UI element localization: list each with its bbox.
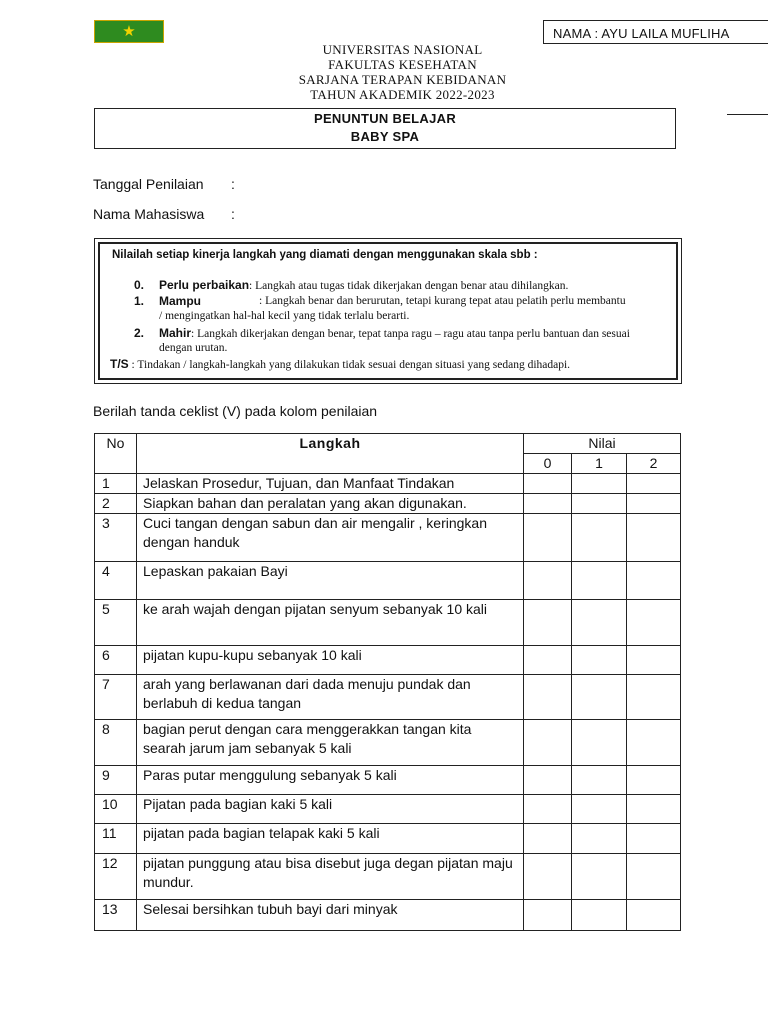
row-number: 11 <box>95 824 137 854</box>
scale-heading: Nilailah setiap kinerja langkah yang diamati dengan menggunakan skala sbb : <box>112 249 538 261</box>
score-cell-2[interactable] <box>627 766 681 795</box>
score-cell-1[interactable] <box>572 675 627 720</box>
student-name-label: Nama Mahasiswa <box>93 206 205 222</box>
row-number: 5 <box>95 600 137 646</box>
score-cell-1[interactable] <box>572 600 627 646</box>
row-step: ke arah wajah dengan pijatan senyum sebanyak 10 kali <box>137 600 524 646</box>
score-cell-0[interactable] <box>524 494 572 514</box>
score-cell-1[interactable] <box>572 494 627 514</box>
scale-item-number: 0. <box>134 278 145 292</box>
row-step: pijatan pada bagian telapak kaki 5 kali <box>137 824 524 854</box>
score-cell-0[interactable] <box>524 766 572 795</box>
score-cell-1[interactable] <box>572 824 627 854</box>
table-row <box>95 562 681 600</box>
academic-year: TAHUN AKADEMIK 2022-2023 <box>310 87 495 102</box>
instruction-text: Berilah tanda ceklist (V) pada kolom penilaian <box>93 403 378 419</box>
checklist-table <box>94 433 681 931</box>
table-row <box>95 795 681 824</box>
score-cell-2[interactable] <box>627 824 681 854</box>
scale-ts-desc: : Tindakan / langkah-langkah yang dilakukan tidak sesuai dengan situasi yang sedang dihadapi. <box>131 359 571 371</box>
row-step: Selesai bersihkan tubuh bayi dari minyak <box>137 900 524 931</box>
score-cell-2[interactable] <box>627 900 681 931</box>
header-langkah: Langkah <box>137 434 524 474</box>
header-score-1: 1 <box>572 454 627 474</box>
score-cell-0[interactable] <box>524 900 572 931</box>
scale-item-1 <box>134 294 664 323</box>
score-cell-1[interactable] <box>572 514 627 562</box>
score-cell-1[interactable] <box>572 854 627 900</box>
student-name-colon: : <box>231 206 235 222</box>
table-row <box>95 514 681 562</box>
score-cell-0[interactable] <box>524 795 572 824</box>
score-cell-0[interactable] <box>524 514 572 562</box>
student-name-box: NAMA : AYU LAILA MUFLIHA <box>543 20 768 44</box>
score-cell-2[interactable] <box>627 494 681 514</box>
score-cell-0[interactable] <box>524 646 572 675</box>
row-number: 12 <box>95 854 137 900</box>
score-cell-0[interactable] <box>524 720 572 766</box>
scale-item-number: 2. <box>134 326 145 340</box>
table-row <box>95 474 681 494</box>
scale-item-sep: : <box>191 328 195 340</box>
score-cell-2[interactable] <box>627 646 681 675</box>
score-cell-2[interactable] <box>627 474 681 494</box>
score-cell-2[interactable] <box>627 514 681 562</box>
scale-item-desc: Langkah dikerjakan dengan benar, tepat tanpa ragu – ragu atau tanpa perlu bantuan dan sesuai <box>197 328 630 340</box>
score-cell-1[interactable] <box>572 562 627 600</box>
row-step: Cuci tangan dengan sabun dan air mengalir , keringkan dengan handuk <box>137 514 524 562</box>
table-row <box>95 766 681 795</box>
score-cell-1[interactable] <box>572 766 627 795</box>
scale-ts-term: T/S <box>110 357 129 371</box>
scale-item-2 <box>134 326 664 355</box>
scale-item-term: Perlu perbaikan <box>159 278 250 292</box>
row-number: 10 <box>95 795 137 824</box>
document-header <box>200 42 605 102</box>
program-name: SARJANA TERAPAN KEBIDANAN <box>298 72 507 87</box>
score-cell-1[interactable] <box>572 646 627 675</box>
score-cell-2[interactable] <box>627 720 681 766</box>
header-score-0: 0 <box>524 454 572 474</box>
score-cell-2[interactable] <box>627 600 681 646</box>
row-number: 13 <box>95 900 137 931</box>
table-row <box>95 494 681 514</box>
header-score-2: 2 <box>627 454 681 474</box>
scale-item-desc-cont: / mengingatkan hal-hal kecil yang tidak terlalu berarti. <box>159 310 410 322</box>
table-row <box>95 600 681 646</box>
scale-item-desc: Langkah benar dan berurutan, tetapi kurang tepat atau pelatih perlu membantu <box>265 295 626 307</box>
title-line-1: PENUNTUN BELAJAR <box>313 111 457 126</box>
score-cell-1[interactable] <box>572 900 627 931</box>
row-step: arah yang berlawanan dari dada menuju pundak dan berlabuh di kedua tangan <box>137 675 524 720</box>
score-cell-1[interactable] <box>572 795 627 824</box>
faculty-name: FAKULTAS KESEHATAN <box>328 57 477 72</box>
row-step: Paras putar menggulung sebanyak 5 kali <box>137 766 524 795</box>
star-icon: ★ <box>122 22 136 40</box>
table-row <box>95 675 681 720</box>
scale-box <box>94 238 682 384</box>
score-cell-0[interactable] <box>524 474 572 494</box>
header-no: No <box>95 434 137 474</box>
title-line-2: BABY SPA <box>350 129 420 144</box>
table-row <box>95 854 681 900</box>
score-cell-2[interactable] <box>627 795 681 824</box>
row-step: pijatan punggung atau bisa disebut juga degan pijatan maju mundur. <box>137 854 524 900</box>
scale-item-number: 1. <box>134 294 145 308</box>
scale-item-0 <box>134 278 654 293</box>
score-cell-2[interactable] <box>627 854 681 900</box>
score-cell-0[interactable] <box>524 675 572 720</box>
header-nilai: Nilai <box>524 434 681 454</box>
assessment-date-colon: : <box>231 176 235 192</box>
student-name-field <box>93 206 235 222</box>
assessment-date-label: Tanggal Penilaian <box>93 176 204 192</box>
row-number: 4 <box>95 562 137 600</box>
assessment-date-field <box>93 176 235 192</box>
document-title-box <box>94 108 676 149</box>
scale-item-sep: : <box>259 295 263 307</box>
row-number: 7 <box>95 675 137 720</box>
row-number: 1 <box>95 474 137 494</box>
table-row <box>95 900 681 931</box>
scale-item-ts <box>110 357 670 372</box>
scale-item-term: Mampu <box>159 294 201 308</box>
score-cell-0[interactable] <box>524 562 572 600</box>
row-step: Lepaskan pakaian Bayi <box>137 562 524 600</box>
table-row <box>95 720 681 766</box>
score-cell-2[interactable] <box>627 562 681 600</box>
score-cell-1[interactable] <box>572 474 627 494</box>
table-header-row <box>95 434 681 454</box>
scale-item-term: Mahir <box>159 326 192 340</box>
row-step: Pijatan pada bagian kaki 5 kali <box>137 795 524 824</box>
row-step: Jelaskan Prosedur, Tujuan, dan Manfaat Tindakan <box>137 474 524 494</box>
university-name: UNIVERSITAS NASIONAL <box>322 42 483 57</box>
row-number: 9 <box>95 766 137 795</box>
scale-item-desc-cont: dengan urutan. <box>159 342 228 354</box>
divider <box>727 114 768 115</box>
row-step: bagian perut dengan cara menggerakkan tangan kita searah jarum jam sebanyak 5 kali <box>137 720 524 766</box>
table-row <box>95 824 681 854</box>
scale-box-inner <box>98 242 678 380</box>
university-logo <box>94 20 164 43</box>
score-cell-0[interactable] <box>524 600 572 646</box>
score-cell-0[interactable] <box>524 854 572 900</box>
score-cell-1[interactable] <box>572 720 627 766</box>
row-number: 6 <box>95 646 137 675</box>
row-step: pijatan kupu-kupu sebanyak 10 kali <box>137 646 524 675</box>
row-number: 3 <box>95 514 137 562</box>
row-number: 2 <box>95 494 137 514</box>
score-cell-2[interactable] <box>627 675 681 720</box>
table-row <box>95 646 681 675</box>
row-number: 8 <box>95 720 137 766</box>
scale-item-desc: Langkah atau tugas tidak dikerjakan dengan benar atau dihilangkan. <box>255 280 569 292</box>
score-cell-0[interactable] <box>524 824 572 854</box>
scale-item-sep: : <box>249 280 253 292</box>
row-step: Siapkan bahan dan peralatan yang akan digunakan. <box>137 494 524 514</box>
